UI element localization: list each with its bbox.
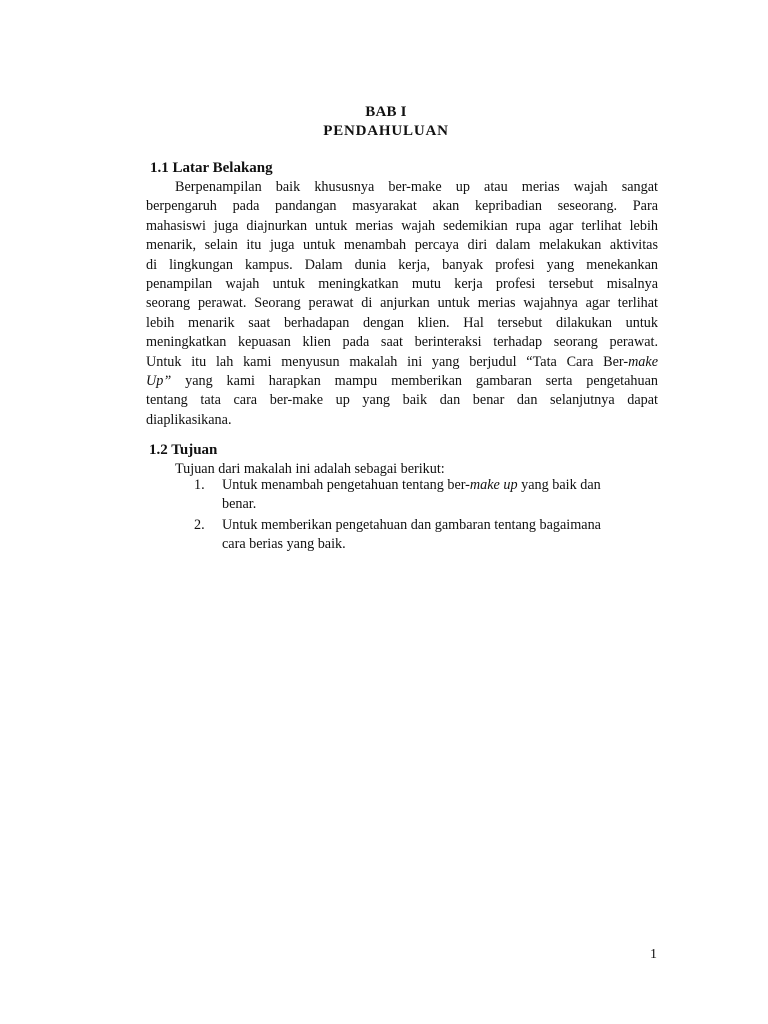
paragraph-line: penampilan wajah untuk meningkatkan mutu kerja profesi tersebut misalnya: [146, 276, 658, 293]
list-text-segment: Untuk menambah pengetahuan tentang ber-: [222, 477, 470, 493]
list-number: 1.: [194, 477, 205, 493]
list-number: 2.: [194, 517, 205, 533]
paragraph-line: berpengaruh pada pandangan masyarakat akan kepribadian seseorang. Para: [146, 198, 658, 215]
paragraph-line-with-title: [146, 353, 658, 372]
list-item: [194, 516, 654, 554]
paragraph-line: diaplikasikana.: [146, 411, 232, 428]
paragraph-line-text: Untuk itu lah kami menyusun makalah ini yang berjudul “Tata Cara Ber-: [146, 353, 629, 370]
up-italic-text: Up”: [146, 373, 172, 390]
list-item-text: [222, 476, 654, 495]
section-heading-tujuan: 1.2 Tujuan: [149, 442, 218, 458]
paragraph-line: seorang perawat. Seorang perawat di anjurkan untuk merias wajahnya agar terlihat: [146, 295, 658, 312]
background-paragraph: [146, 178, 658, 430]
paragraph-line: menarik, selain itu juga untuk menambah percaya diri dalam melakukan aktivitas: [146, 237, 658, 254]
list-text-segment: yang baik dan: [517, 477, 601, 493]
paragraph-line-text: yang kami harapkan mampu memberikan gambaran serta pengetahuan: [185, 373, 659, 390]
paragraph-line: meningkatkan kepuasan klien pada saat berinteraksi terhadap seorang perawat.: [146, 334, 658, 351]
tujuan-intro: Tujuan dari makalah ini adalah sebagai berikut:: [175, 461, 445, 477]
paragraph-line: di lingkungan kampus. Dalam dunia kerja, banyak profesi yang menekankan: [146, 256, 658, 273]
page-number: 1: [650, 947, 657, 962]
paragraph-line: mahasiswi juga diajnurkan untuk merias wajah sedemikian rupa agar terlihat lebih: [146, 217, 658, 234]
paragraph-line-with-title: [146, 372, 658, 391]
paragraph-line: tentang tata cara ber-make up yang baik dan benar dan selanjutnya dapat: [146, 392, 658, 409]
make-italic-text: make: [628, 353, 658, 370]
list-item-text-line2: cara berias yang baik.: [222, 536, 346, 552]
chapter-number: BAB I: [365, 104, 407, 120]
list-italic-text: make up: [469, 477, 518, 493]
objectives-list: [194, 476, 654, 556]
list-item-text: Untuk memberikan pengetahuan dan gambaran tentang bagaimana: [222, 517, 601, 533]
list-item: [194, 476, 654, 514]
paragraph-line: Berpenampilan baik khususnya ber-make up atau merias wajah sangat: [175, 179, 658, 195]
list-item-text-line2: benar.: [222, 496, 257, 512]
chapter-title: PENDAHULUAN: [323, 123, 449, 139]
paragraph-line: lebih menarik saat berhadapan dengan klien. Hal tersebut dilakukan untuk: [146, 314, 658, 331]
section-heading-latar-belakang: 1.1 Latar Belakang: [150, 160, 273, 176]
